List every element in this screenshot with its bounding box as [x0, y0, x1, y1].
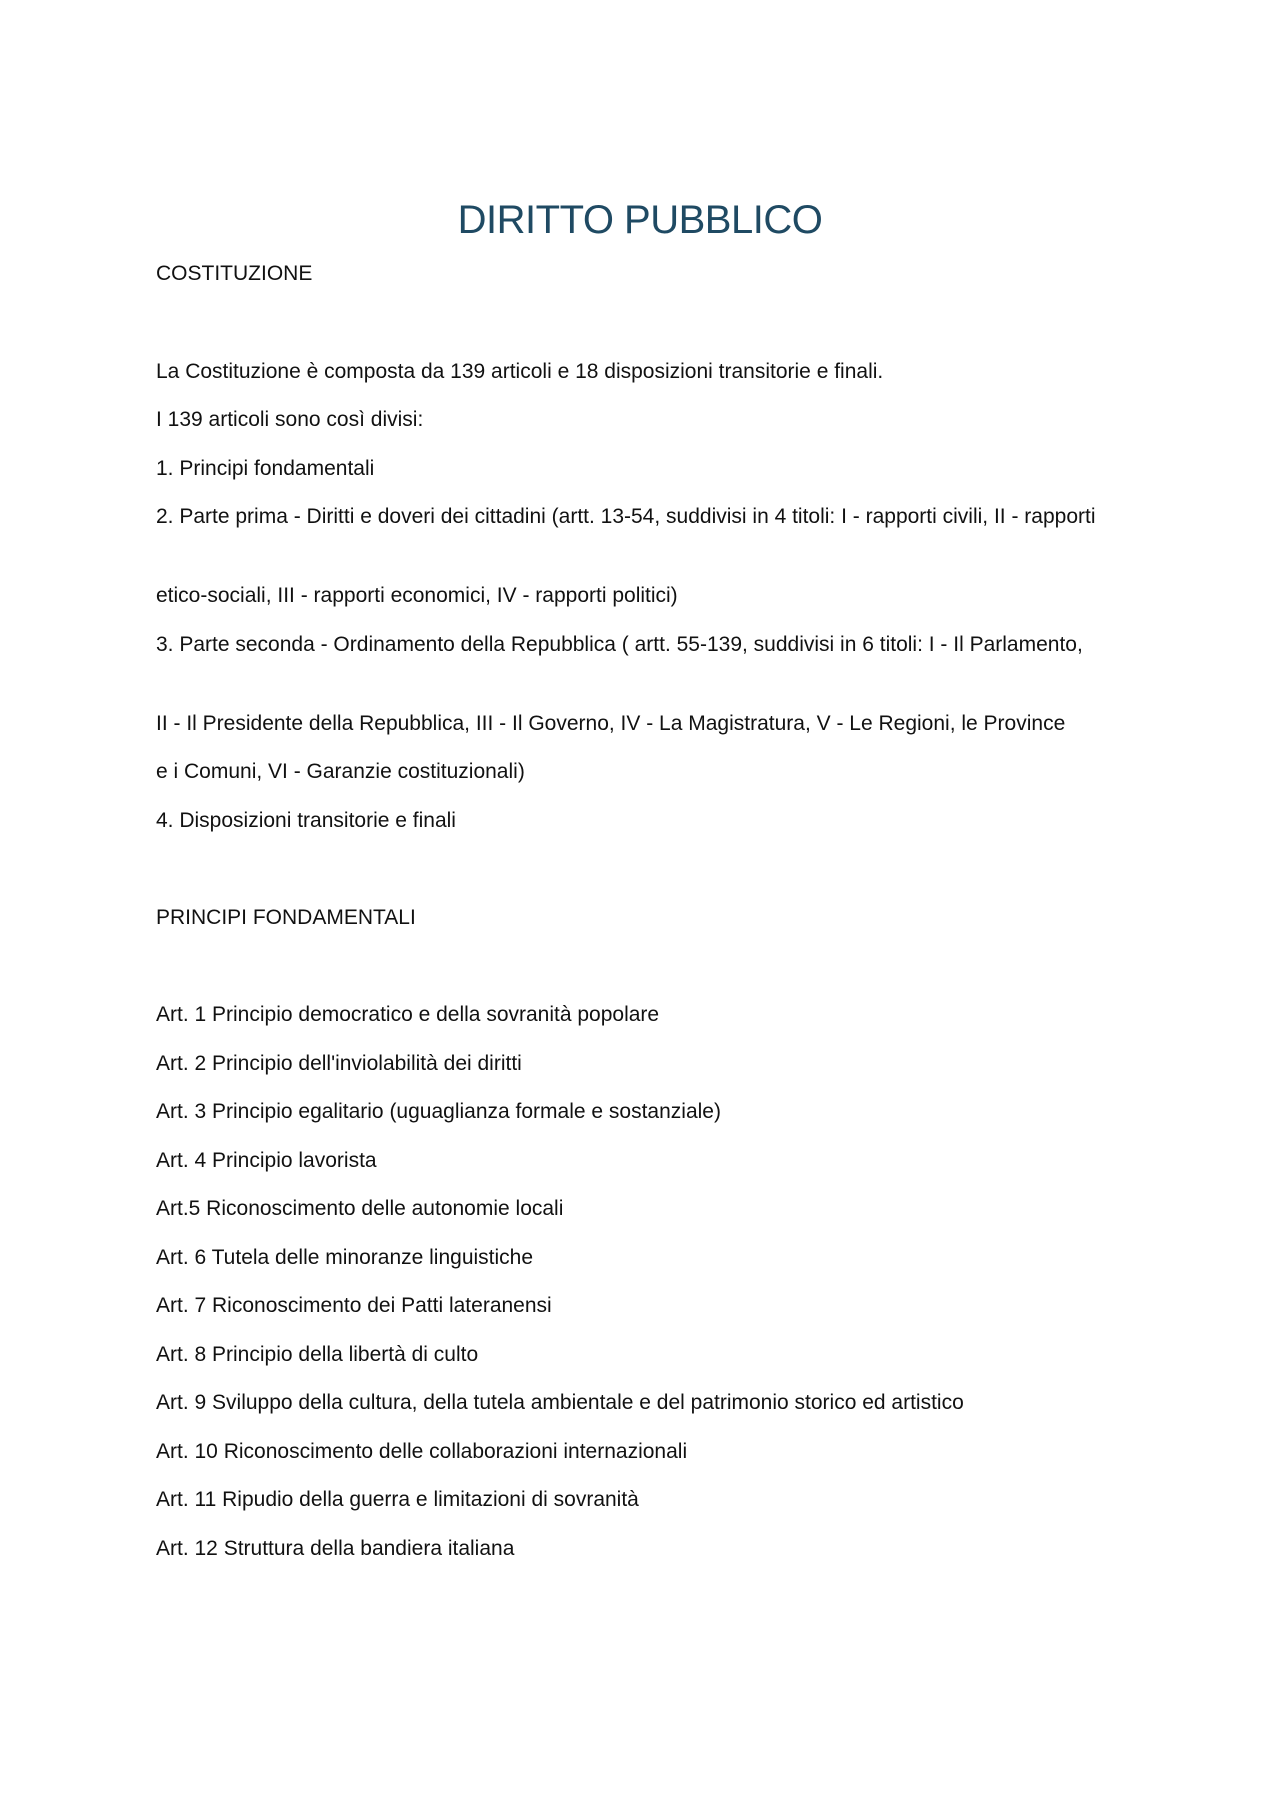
division-item: 2. Parte prima - Diritti e doveri dei cittadini (artt. 13-54, suddivisi in 4 titoli: I - rapporti civili, II - rapporti: [156, 505, 1096, 528]
division-item-continuation: II - Il Presidente della Repubblica, III - Il Governo, IV - La Magistratura, V - Le Regioni, le Province: [156, 712, 1066, 735]
article-item: Art. 1 Principio democratico e della sovranità popolare: [156, 1003, 660, 1026]
division-intro: I 139 articoli sono così divisi:: [156, 408, 424, 431]
article-item: Art. 9 Sviluppo della cultura, della tutela ambientale e del patrimonio storico ed artistico: [156, 1391, 964, 1414]
division-item-continuation: e i Comuni, VI - Garanzie costituzionali): [156, 760, 525, 783]
article-item: Art. 2 Principio dell'inviolabilità dei diritti: [156, 1052, 522, 1075]
article-item: Art. 4 Principio lavorista: [156, 1149, 377, 1172]
division-item: 3. Parte seconda - Ordinamento della Repubblica ( artt. 55-139, suddivisi in 6 titoli: I - Il Parlamento,: [156, 633, 1083, 656]
intro-paragraph: La Costituzione è composta da 139 articoli e 18 disposizioni transitorie e finali.: [156, 360, 884, 383]
division-item: 1. Principi fondamentali: [156, 457, 375, 480]
article-item: Art. 6 Tutela delle minoranze linguistiche: [156, 1246, 534, 1269]
section-heading-principi: PRINCIPI FONDAMENTALI: [156, 906, 416, 929]
division-item: 4. Disposizioni transitorie e finali: [156, 809, 456, 832]
article-item: Art.5 Riconoscimento delle autonomie locali: [156, 1197, 564, 1220]
article-item: Art. 3 Principio egalitario (uguaglianza formale e sostanziale): [156, 1100, 721, 1123]
article-item: Art. 7 Riconoscimento dei Patti lateranensi: [156, 1294, 552, 1317]
page-title: DIRITTO PUBBLICO: [457, 198, 823, 242]
article-item: Art. 8 Principio della libertà di culto: [156, 1343, 479, 1366]
division-item-continuation: etico-sociali, III - rapporti economici, IV - rapporti politici): [156, 584, 678, 607]
section-heading-costituzione: COSTITUZIONE: [156, 262, 313, 285]
article-item: Art. 10 Riconoscimento delle collaborazioni internazionali: [156, 1440, 688, 1463]
article-item: Art. 12 Struttura della bandiera italiana: [156, 1537, 515, 1560]
article-item: Art. 11 Ripudio della guerra e limitazioni di sovranità: [156, 1488, 639, 1511]
